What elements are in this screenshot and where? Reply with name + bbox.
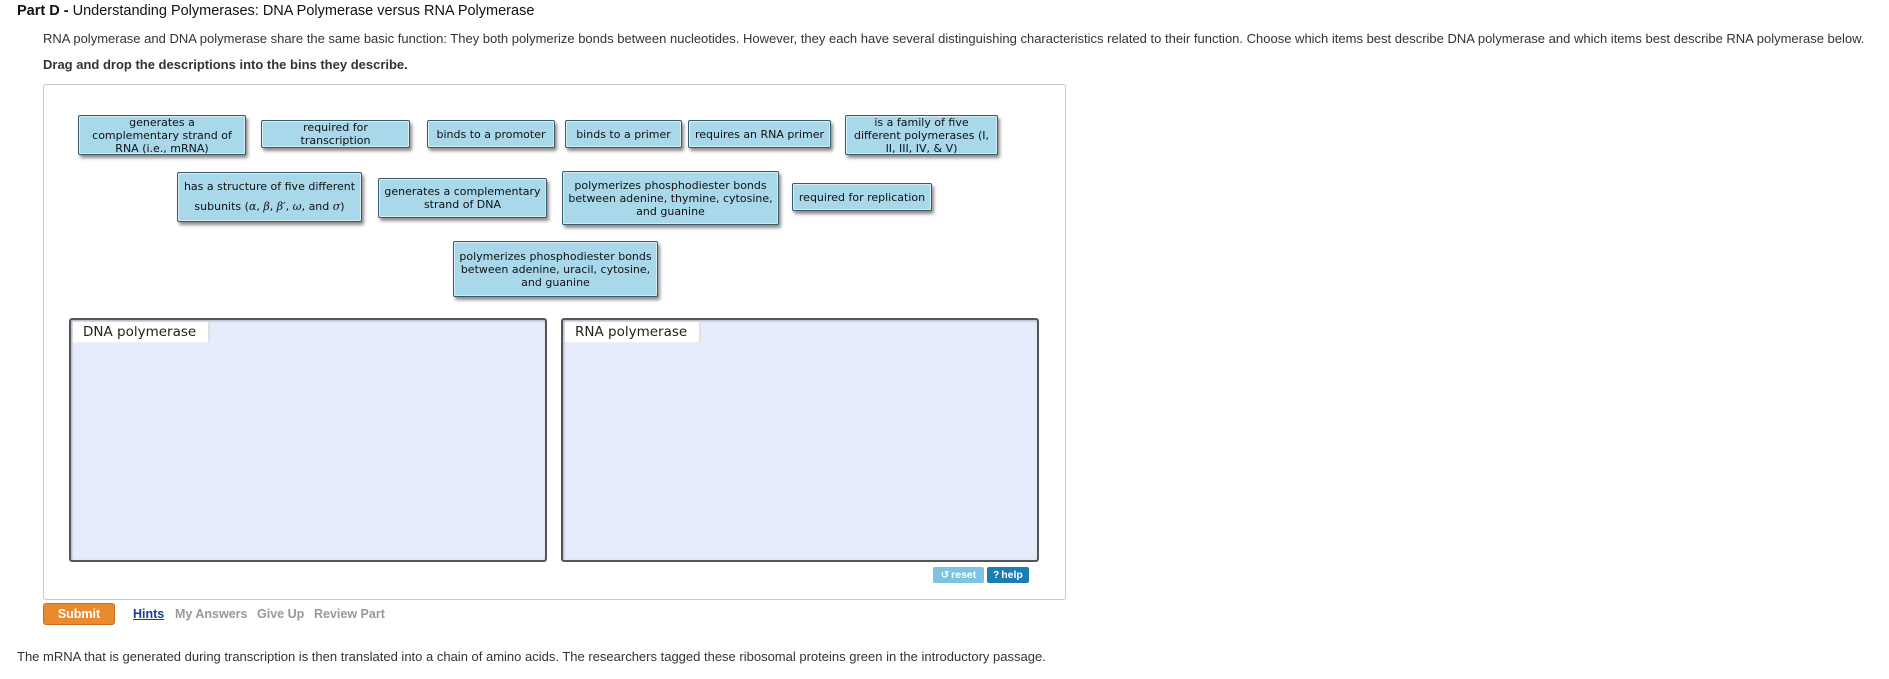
- drag-drop-panel: [43, 84, 1066, 600]
- help-icon: ?: [993, 569, 1000, 581]
- reset-button[interactable]: [933, 567, 984, 583]
- tile-requires-rna-primer[interactable]: requires an RNA primer: [688, 120, 831, 148]
- tile-five-subunits[interactable]: [177, 172, 362, 222]
- tile-required-for-replication[interactable]: required for replication: [792, 183, 932, 211]
- tile-binds-promoter[interactable]: binds to a promoter: [427, 120, 555, 148]
- my-answers-link[interactable]: My Answers: [175, 607, 248, 621]
- omega-symbol: ω: [292, 200, 302, 213]
- bin-dna-label: DNA polymerase: [73, 322, 210, 343]
- followup-text: The mRNA that is generated during transcription is then translated into a chain of amino acids. The researchers tagged these ribosomal proteins green in the introductory passage.: [17, 649, 1046, 664]
- tile-phosphodiester-thymine[interactable]: polymerizes phosphodiester bonds between adenine, thymine, cytosine, and guanine: [562, 171, 779, 225]
- hints-link[interactable]: Hints: [133, 607, 165, 621]
- beta-prime-symbol: β′: [276, 200, 286, 213]
- part-name: Understanding Polymerases: DNA Polymerase versus RNA Polymerase: [72, 3, 535, 19]
- beta-symbol: β: [263, 200, 270, 213]
- review-part-link[interactable]: Review Part: [314, 607, 385, 621]
- reset-icon: ↺: [940, 569, 950, 581]
- help-button[interactable]: [987, 567, 1029, 583]
- tile-required-for-transcription[interactable]: required for transcription: [261, 120, 410, 148]
- bin-rna-label: RNA polymerase: [565, 322, 701, 343]
- alpha-symbol: α: [248, 200, 257, 213]
- instruction-text: Drag and drop the descriptions into the bins they describe.: [43, 57, 408, 72]
- tile-binds-primer[interactable]: binds to a primer: [565, 120, 682, 148]
- bin-dna-polymerase[interactable]: [69, 318, 547, 562]
- subunits-suffix: ): [340, 200, 345, 213]
- comma-3: ,: [285, 200, 293, 213]
- part-title: [17, 3, 534, 19]
- tile-five-subunits-line1: has a structure of five different: [183, 180, 356, 193]
- submit-button[interactable]: Submit: [43, 603, 115, 625]
- and-word: , and: [301, 200, 333, 213]
- part-prefix: Part D -: [17, 3, 69, 19]
- tile-generates-dna[interactable]: generates a complementary strand of DNA: [378, 178, 547, 218]
- tile-five-subunits-line2: [194, 197, 344, 217]
- tile-family-five-polymerases[interactable]: is a family of five different polymerases (I, II, III, IV, & V): [845, 115, 998, 155]
- reset-label: reset: [951, 569, 977, 581]
- sigma-symbol: σ: [332, 200, 341, 213]
- give-up-link[interactable]: Give Up: [257, 607, 305, 621]
- help-label: help: [1001, 569, 1023, 581]
- comma-1: ,: [256, 200, 264, 213]
- intro-text: RNA polymerase and DNA polymerase share the same basic function: They both polymerize bonds between nucleotides. However, they each have several distinguishing characteristics related to their function. Choose which items best describe DNA polymerase and which items best describe RNA polymerase below.: [43, 31, 1865, 46]
- tile-generates-rna[interactable]: generates a complementary strand of RNA (i.e., mRNA): [78, 115, 246, 155]
- bin-rna-polymerase[interactable]: [561, 318, 1039, 562]
- comma-2: ,: [269, 200, 277, 213]
- tile-phosphodiester-uracil[interactable]: polymerizes phosphodiester bonds between adenine, uracil, cytosine, and guanine: [453, 241, 658, 297]
- subunits-prefix: subunits (: [194, 200, 249, 213]
